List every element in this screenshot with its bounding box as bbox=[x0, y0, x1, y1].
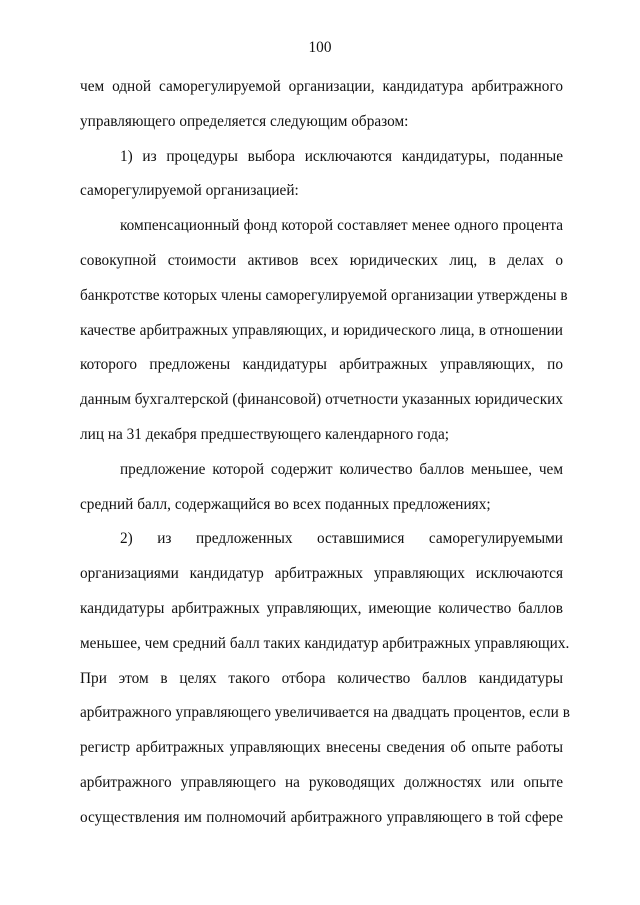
text-line: данным бухгалтерской (финансовой) отчетности указанных юридических bbox=[80, 391, 563, 409]
text-line: осуществления им полномочий арбитражного управляющего в той сфере bbox=[80, 808, 563, 826]
text-line: меньшее, чем средний балл таких кандидатур арбитражных управляющих. bbox=[80, 634, 570, 652]
text-line: организациями кандидатур арбитражных управляющих исключаются bbox=[80, 565, 563, 583]
text-line: банкротстве которых члены саморегулируемой организации утверждены в bbox=[80, 286, 568, 304]
text-line: лиц на 31 декабря предшествующего календарного года; bbox=[80, 425, 450, 443]
text-line: совокупной стоимости активов всех юридических лиц, в делах о bbox=[80, 251, 563, 269]
text-line: качестве арбитражных управляющих, и юридического лица, в отношении bbox=[80, 321, 563, 339]
text-line: саморегулируемой организацией: bbox=[80, 182, 299, 200]
text-line: которого предложены кандидатуры арбитражных управляющих, по bbox=[80, 356, 563, 374]
text-line: средний балл, содержащийся во всех поданных предложениях; bbox=[80, 495, 491, 513]
text-line: арбитражного управляющего увеличивается на двадцать процентов, если в bbox=[80, 704, 570, 722]
text-line: предложение которой содержит количество баллов меньшее, чем bbox=[120, 460, 563, 478]
text-line: 1) из процедуры выбора исключаются кандидатуры, поданные bbox=[120, 147, 563, 165]
page-number: 100 bbox=[308, 39, 332, 56]
text-line: управляющего определяется следующим образом: bbox=[80, 112, 409, 130]
text-line: арбитражного управляющего на руководящих должностях или опыте bbox=[80, 773, 563, 791]
text-line: 2) из предложенных оставшимися саморегулируемыми bbox=[120, 530, 563, 548]
text-line: При этом в целях такого отбора количество баллов кандидатуры bbox=[80, 669, 563, 687]
text-line: компенсационный фонд которой составляет менее одного процента bbox=[120, 217, 563, 235]
text-line: регистр арбитражных управляющих внесены сведения об опыте работы bbox=[80, 739, 563, 757]
text-line: кандидатуры арбитражных управляющих, имеющие количество баллов bbox=[80, 599, 563, 617]
body-text bbox=[80, 70, 570, 836]
text-line: чем одной саморегулируемой организации, кандидатура арбитражного bbox=[80, 78, 563, 95]
